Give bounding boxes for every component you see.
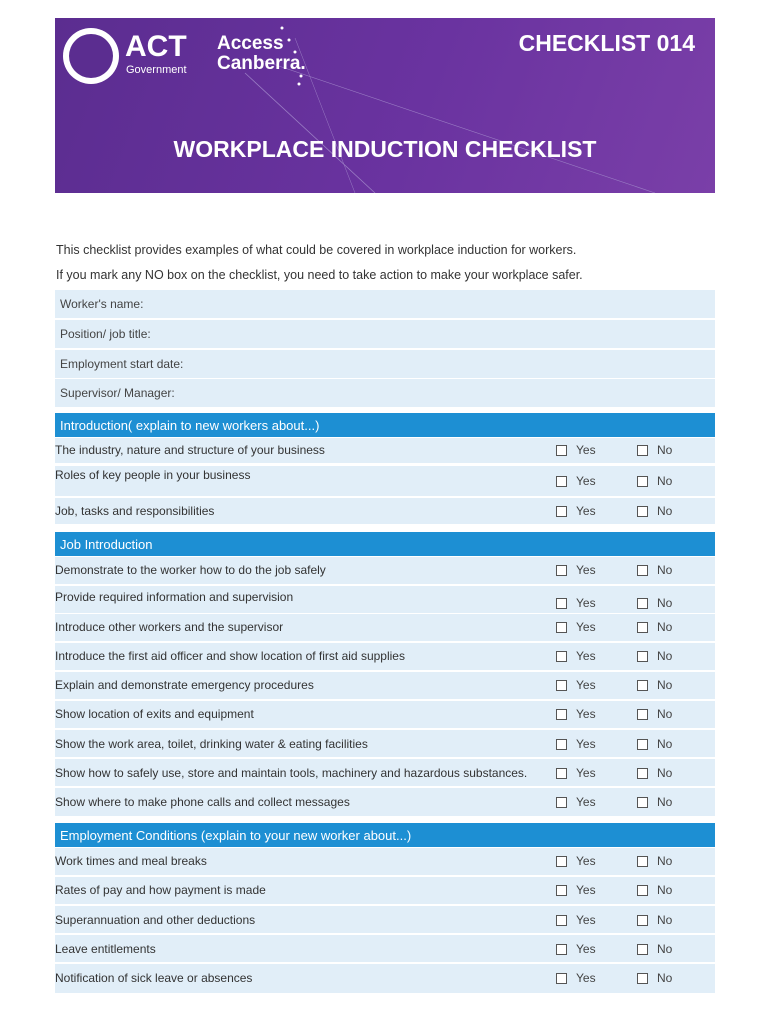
no-checkbox[interactable] [637, 944, 648, 955]
no-option[interactable] [637, 563, 672, 577]
yes-label: Yes [576, 707, 596, 721]
no-label: No [657, 854, 673, 868]
no-checkbox[interactable] [637, 445, 648, 456]
checklist-row [55, 877, 715, 904]
checklist-item-label: Show where to make phone calls and collect messages [55, 795, 350, 809]
yes-label: Yes [576, 678, 596, 692]
supervisor-field[interactable]: Supervisor/ Manager: [55, 379, 715, 407]
no-label: No [657, 678, 673, 692]
checklist-row [55, 438, 715, 463]
no-checkbox[interactable] [637, 915, 648, 926]
yes-checkbox[interactable] [556, 944, 567, 955]
yes-label: Yes [576, 443, 596, 457]
yes-label: Yes [576, 766, 596, 780]
checklist-row [55, 964, 715, 993]
checklist-row [55, 759, 715, 786]
no-checkbox[interactable] [637, 768, 648, 779]
yes-label: Yes [576, 795, 596, 809]
yes-checkbox[interactable] [556, 680, 567, 691]
no-option[interactable] [637, 678, 672, 692]
no-option[interactable] [637, 707, 672, 721]
yes-checkbox[interactable] [556, 565, 567, 576]
checklist-row [55, 586, 715, 613]
yes-checkbox[interactable] [556, 915, 567, 926]
no-checkbox[interactable] [637, 622, 648, 633]
yes-option[interactable] [556, 443, 596, 457]
no-checkbox[interactable] [637, 797, 648, 808]
no-label: No [657, 737, 673, 751]
checklist-item-label: Explain and demonstrate emergency procedures [55, 678, 314, 692]
no-label: No [657, 971, 673, 985]
yes-option[interactable] [556, 971, 596, 985]
checklist-row [55, 730, 715, 757]
no-label: No [657, 620, 673, 634]
no-option[interactable] [637, 737, 672, 751]
yes-checkbox[interactable] [556, 598, 567, 609]
access-canberra-logo: Access Canberra. [217, 33, 306, 74]
yes-label: Yes [576, 913, 596, 927]
yes-option[interactable] [556, 707, 596, 721]
checklist-number: CHECKLIST 014 [518, 30, 695, 56]
yes-checkbox[interactable] [556, 973, 567, 984]
no-option[interactable] [637, 883, 672, 897]
no-label: No [657, 942, 673, 956]
no-label: No [657, 649, 673, 663]
yes-checkbox[interactable] [556, 856, 567, 867]
no-option[interactable] [637, 596, 672, 610]
header-banner [55, 18, 715, 193]
no-checkbox[interactable] [637, 856, 648, 867]
no-checkbox[interactable] [637, 973, 648, 984]
yes-checkbox[interactable] [556, 739, 567, 750]
workers-name-field[interactable]: Worker's name: [55, 290, 715, 318]
no-option[interactable] [637, 795, 672, 809]
yes-label: Yes [576, 649, 596, 663]
no-checkbox[interactable] [637, 680, 648, 691]
no-option[interactable] [637, 504, 672, 518]
act-government-text: Government [126, 64, 187, 76]
yes-label: Yes [576, 971, 596, 985]
no-option[interactable] [637, 913, 672, 927]
checklist-row [55, 906, 715, 933]
act-crest-logo [63, 28, 119, 84]
no-label: No [657, 795, 673, 809]
no-option[interactable] [637, 443, 672, 457]
no-checkbox[interactable] [637, 476, 648, 487]
no-checkbox[interactable] [637, 598, 648, 609]
checklist-item-label: The industry, nature and structure of your business [55, 443, 325, 457]
no-label: No [657, 474, 673, 488]
yes-option[interactable] [556, 737, 596, 751]
checklist-item-label: Job, tasks and responsibilities [55, 504, 215, 518]
yes-option[interactable] [556, 913, 596, 927]
no-label: No [657, 504, 673, 518]
checklist-row [55, 643, 715, 670]
yes-checkbox[interactable] [556, 476, 567, 487]
no-option[interactable] [637, 766, 672, 780]
intro-line-1: This checklist provides examples of what could be covered in workplace induction for workers. [56, 243, 577, 257]
checklist-item-label: Demonstrate to the worker how to do the job safely [55, 563, 326, 577]
checklist-item-label: Introduce other workers and the supervisor [55, 620, 284, 634]
yes-checkbox[interactable] [556, 651, 567, 662]
no-option[interactable] [637, 474, 672, 488]
no-label: No [657, 766, 673, 780]
checklist-row [55, 672, 715, 699]
yes-option[interactable] [556, 620, 596, 634]
checklist-row [55, 614, 715, 641]
checklist-item-label: Rates of pay and how payment is made [55, 883, 266, 897]
yes-label: Yes [576, 620, 596, 634]
no-label: No [657, 443, 673, 457]
yes-option[interactable] [556, 563, 596, 577]
no-option[interactable] [637, 649, 672, 663]
start-date-field[interactable]: Employment start date: [55, 350, 715, 378]
yes-label: Yes [576, 737, 596, 751]
checklist-item-label: Introduce the first aid officer and show location of first aid supplies [55, 649, 405, 663]
checklist-row [55, 935, 715, 962]
no-option[interactable] [637, 971, 672, 985]
checklist-item-label: Roles of key people in your business [55, 468, 251, 482]
no-label: No [657, 913, 673, 927]
no-option[interactable] [637, 854, 672, 868]
yes-option[interactable] [556, 883, 596, 897]
yes-label: Yes [576, 883, 596, 897]
checklist-item-label: Provide required information and supervision [55, 590, 294, 604]
yes-option[interactable] [556, 504, 596, 518]
yes-option[interactable] [556, 795, 596, 809]
yes-label: Yes [576, 854, 596, 868]
section-header: Introduction( explain to new workers about...) [55, 413, 715, 437]
checklist-row [55, 466, 715, 496]
no-option[interactable] [637, 620, 672, 634]
yes-checkbox[interactable] [556, 445, 567, 456]
yes-checkbox[interactable] [556, 768, 567, 779]
checklist-item-label: Show location of exits and equipment [55, 707, 254, 721]
no-checkbox[interactable] [637, 565, 648, 576]
no-checkbox[interactable] [637, 709, 648, 720]
checklist-row [55, 557, 715, 584]
checklist-item-label: Show how to safely use, store and maintain tools, machinery and hazardous substances. [55, 766, 528, 780]
no-checkbox[interactable] [637, 739, 648, 750]
no-checkbox[interactable] [637, 885, 648, 896]
yes-label: Yes [576, 474, 596, 488]
no-checkbox[interactable] [637, 506, 648, 517]
no-label: No [657, 883, 673, 897]
yes-label: Yes [576, 596, 596, 610]
act-logo-text: ACT [125, 30, 187, 63]
yes-checkbox[interactable] [556, 506, 567, 517]
yes-option[interactable] [556, 678, 596, 692]
checklist-item-label: Superannuation and other deductions [55, 913, 256, 927]
checklist-item-label: Show the work area, toilet, drinking water & eating facilities [55, 737, 368, 751]
no-label: No [657, 563, 673, 577]
no-checkbox[interactable] [637, 651, 648, 662]
position-title-field[interactable]: Position/ job title: [55, 320, 715, 348]
yes-checkbox[interactable] [556, 709, 567, 720]
yes-option[interactable] [556, 596, 596, 610]
checklist-item-label: Work times and meal breaks [55, 854, 207, 868]
yes-label: Yes [576, 942, 596, 956]
checklist-row [55, 848, 715, 875]
yes-option[interactable] [556, 649, 596, 663]
yes-option[interactable] [556, 766, 596, 780]
page-title: WORKPLACE INDUCTION CHECKLIST [173, 136, 597, 162]
yes-option[interactable] [556, 942, 596, 956]
checklist-row [55, 788, 715, 816]
yes-checkbox[interactable] [556, 797, 567, 808]
yes-option[interactable] [556, 854, 596, 868]
checklist-item-label: Leave entitlements [55, 942, 156, 956]
no-option[interactable] [637, 942, 672, 956]
no-label: No [657, 596, 673, 610]
yes-label: Yes [576, 563, 596, 577]
checklist-row [55, 498, 715, 524]
section-header: Employment Conditions (explain to your new worker about...) [55, 823, 715, 847]
yes-checkbox[interactable] [556, 885, 567, 896]
checklist-item-label: Notification of sick leave or absences [55, 971, 253, 985]
yes-option[interactable] [556, 474, 596, 488]
yes-label: Yes [576, 504, 596, 518]
yes-checkbox[interactable] [556, 622, 567, 633]
checklist-row [55, 701, 715, 728]
no-label: No [657, 707, 673, 721]
intro-line-2: If you mark any NO box on the checklist, you need to take action to make your workplace safer. [56, 268, 583, 282]
section-header: Job Introduction [55, 532, 715, 556]
